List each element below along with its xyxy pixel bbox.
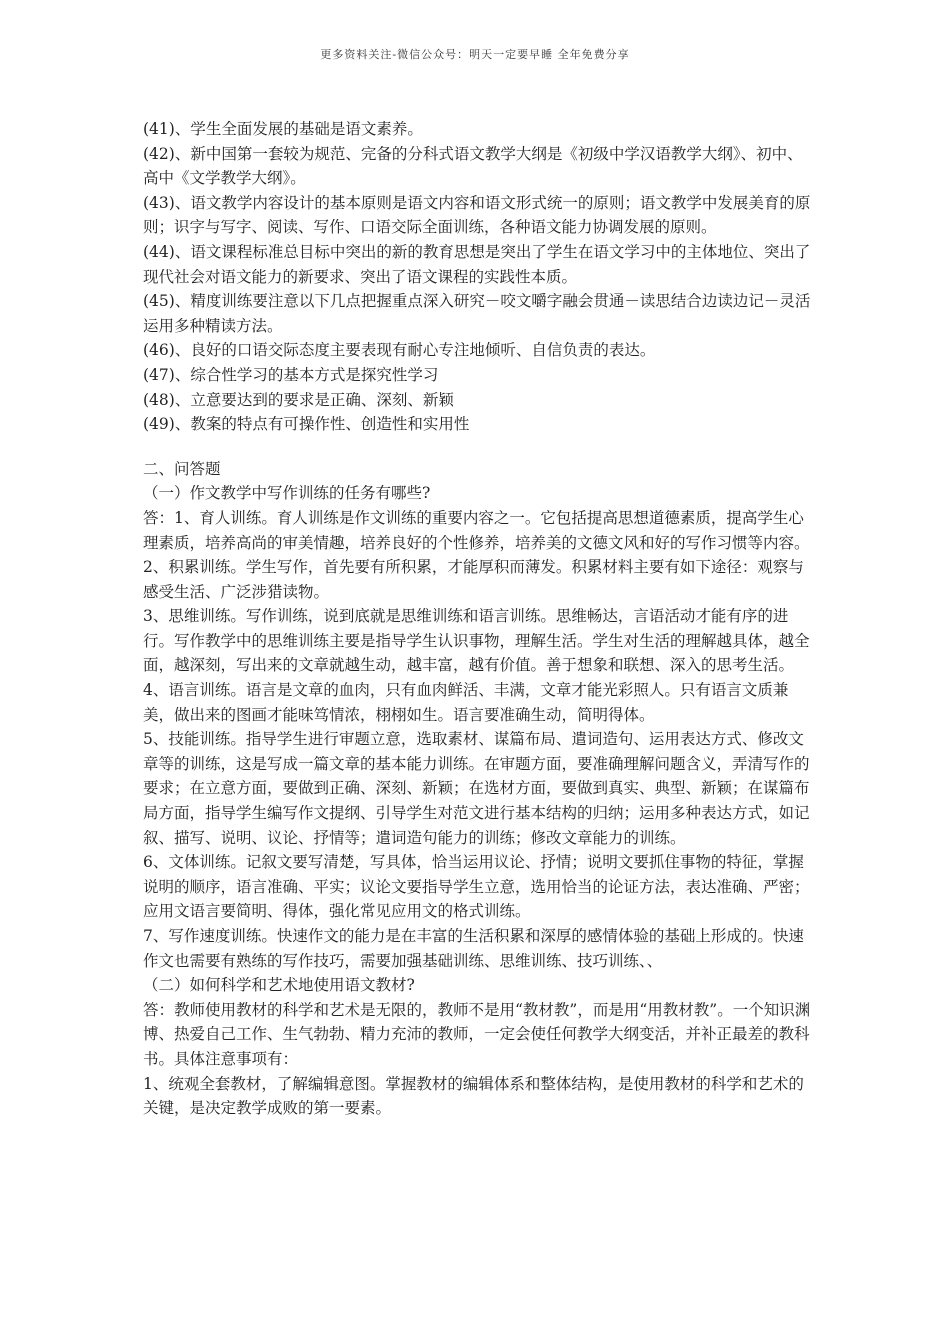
- section-title: 二、问答题: [143, 459, 221, 478]
- answer-1-part-2: 2、积累训练。学生写作，首先要有所积累，才能厚积而薄发。积累材料主要有如下途径：观察与感受生活、广泛涉猎读物。: [143, 558, 804, 601]
- item-42: (42)、新中国第一套较为规范、完备的分科式语文教学大纲是《初级中学汉语教学大纲》、初中、高中《文学教学大纲》。: [143, 144, 803, 188]
- answer-1-part-6: 6、文体训练。记叙文要写清楚，写具体，恰当运用议论、抒情；说明文要抓住事物的特征，掌握说明的顺序，语言准确、平实；议论文要指导学生立意，选用恰当的论证方法，表达准确、严密；应用文语言要简明、得体，强化常见应用文的格式训练。: [143, 853, 810, 921]
- item-47: (47)、综合性学习的基本方式是探究性学习: [143, 365, 439, 384]
- answer-2-part-1: 1、统观全套教材，了解编辑意图。掌握教材的编辑体系和整体结构，是使用教材的科学和艺术的关键，是决定教学成败的第一要素。: [143, 1074, 804, 1118]
- answer-1-part-7: 7、写作速度训练。快速作文的能力是在丰富的生活积累和深厚的感情体验的基础上形成的。快速作文也需要有熟练的写作技巧，需要加强基础训练、思维训练、技巧训练、、: [143, 927, 804, 970]
- item-46: (46)、良好的口语交际态度主要表现有耐心专注地倾听、自信负责的表达。: [143, 341, 656, 360]
- item-49: (49)、教案的特点有可操作性、创造性和实用性: [143, 415, 470, 434]
- answer-2-intro: 答：教师使用教材的科学和艺术是无限的，教师不是用“教材教”，而是用“用教材教”。一个知识渊博、热爱自己工作、生气勃勃、精力充沛的教师，一定会使任何教学大纲变活，并补正最差的教科书。具体注意事项有：: [143, 1000, 811, 1068]
- page-header: 更多资料关注-微信公众号：明天一定要早睡 全年免费分享: [320, 48, 630, 61]
- item-44: (44)、语文课程标准总目标中突出的新的教育思想是突出了学生在语文学习中的主体地位、突出了现代社会对语文能力的新要求、突出了语文课程的实践性本质。: [143, 242, 811, 286]
- item-43: (43)、语文教学内容设计的基本原则是语文内容和语文形式统一的原则；语文教学中发展美育的原则；识字与写字、阅读、写作、口语交际全面训练，各种语文能力协调发展的原则。: [143, 193, 811, 237]
- document-body: [143, 117, 815, 1121]
- item-41: (41)、学生全面发展的基础是语文素养。: [143, 120, 423, 138]
- section-gap: [143, 437, 815, 457]
- question-1-heading: （一）作文教学中写作训练的任务有哪些?: [143, 484, 431, 503]
- answer-1-part-3: 3、思维训练。写作训练，说到底就是思维训练和语言训练。思维畅达，言语活动才能有序的进行。写作教学中的思维训练主要是指导学生认识事物，理解生活。学生对生活的理解越具体，越全面，越深刻，写出来的文章就越生动，越丰富，越有价值。善于想象和联想、深入的思考生活。: [143, 607, 810, 675]
- item-48: (48)、立意要达到的要求是正确、深刻、新颖: [143, 390, 454, 409]
- answer-1-part-1: 答：1、育人训练。育人训练是作文训练的重要内容之一。它包括提高思想道德素质，提高学生心理素质，培养高尚的审美情趣，培养良好的个性修养，培养美的文德文风和好的写作习惯等内容。: [143, 508, 810, 552]
- question-2-heading: （二）如何科学和艺术地使用语文教材?: [143, 976, 415, 995]
- item-45: (45)、精度训练要注意以下几点把握重点深入研究－咬文嚼字融会贯通－读思结合边读边记－灵活运用多种精读方法。: [143, 292, 811, 335]
- answer-1-part-4: 4、语言训练。语言是文章的血肉，只有血肉鲜活、丰满，文章才能光彩照人。只有语言文质兼美，做出来的图画才能味笃情浓，栩栩如生。语言要准确生动，简明得体。: [143, 681, 789, 724]
- answer-1-part-5: 5、技能训练。指导学生进行审题立意，选取素材、谋篇布局、遣词造句、运用表达方式、修改文章等的训练，这是写成一篇文章的基本能力训练。在审题方面，要准确理解问题含义，弄清写作的要求；在立意方面，要做到正确、深刻、新颖；在选材方面，要做到真实、典型、新颖；在谋篇布局方面，指导学生编写作文提纲、引导学生对范文进行基本结构的归纳；运用多种表达方式，如记叙、描写、说明、议论、抒情等；遣词造句能力的训练；修改文章能力的训练。: [143, 730, 810, 847]
